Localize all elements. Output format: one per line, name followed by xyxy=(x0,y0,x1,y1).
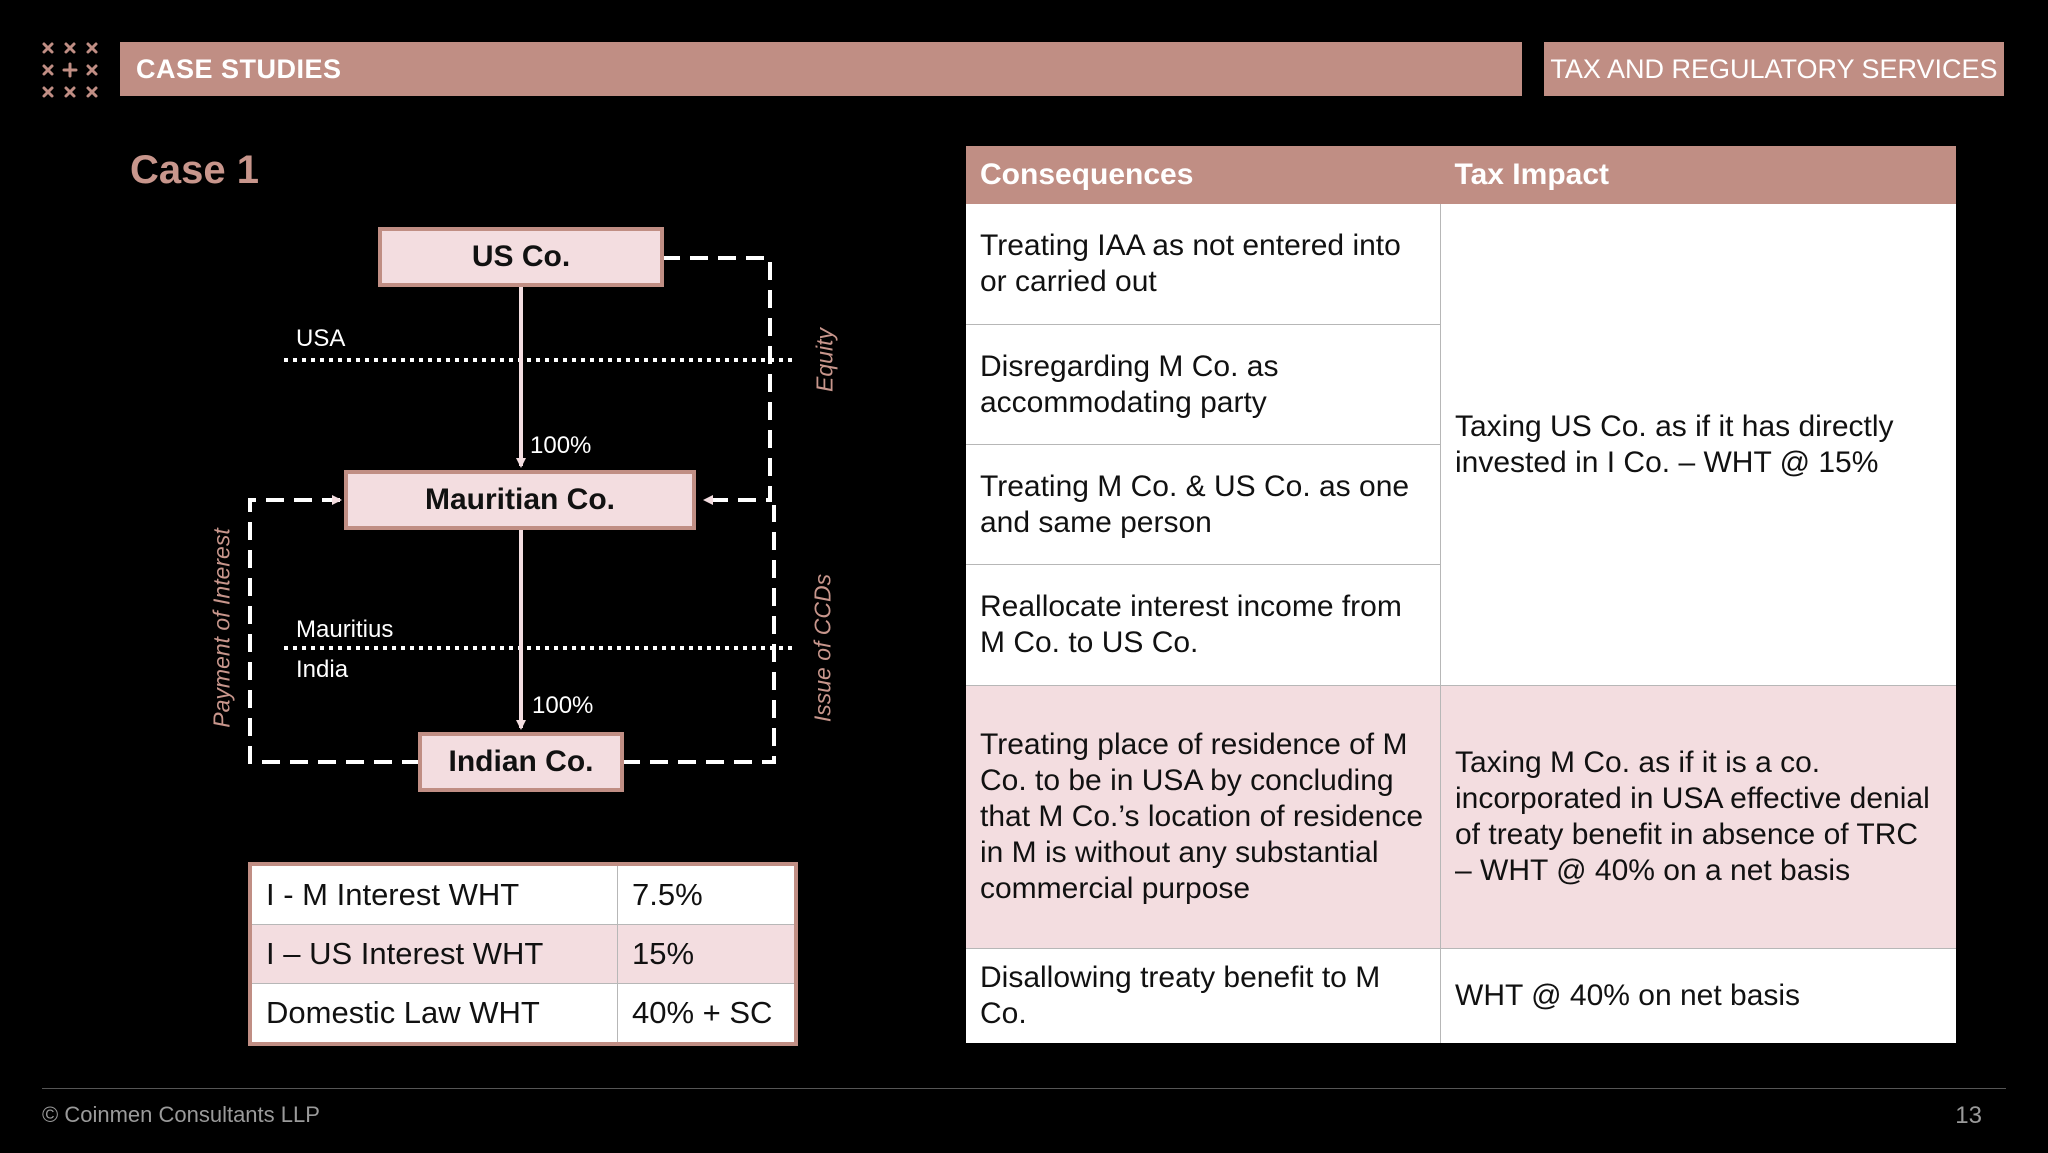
table-row xyxy=(966,949,1956,1044)
rate-label-cell: Domestic Law WHT xyxy=(266,995,540,1030)
entity-box-mauritian-co: Mauritian Co. xyxy=(344,470,696,530)
consequence-cell: Treating IAA as not entered into or carried out xyxy=(966,204,1441,325)
entity-box-us-co: US Co. xyxy=(378,227,664,287)
rate-label-cell: I - M Interest WHT xyxy=(250,864,618,925)
issue-ccds-label: Issue of CCDs xyxy=(809,573,836,723)
consequence-cell: Treating place of residence of M Co. to be in USA by concluding that M Co.’s location of residence in M is without any substantial commercial purpose xyxy=(966,686,1441,949)
usa-label: USA xyxy=(296,325,346,352)
equity-flow-line xyxy=(662,258,770,500)
section-title: CASE STUDIES xyxy=(136,53,342,84)
service-label-text: TAX AND REGULATORY SERVICES xyxy=(1550,53,1998,84)
wht-rates-table xyxy=(248,862,798,1046)
india-label: India xyxy=(296,656,349,683)
footer-copyright: © Coinmen Consultants LLP xyxy=(42,1102,320,1127)
consequence-cell: Disallowing treaty benefit to M Co. xyxy=(966,949,1441,1044)
rate-value-cell: 7.5% xyxy=(618,864,797,925)
entity-box-indian-co: Indian Co. xyxy=(418,732,624,792)
payment-interest-label: Payment of Interest xyxy=(208,528,235,728)
consequence-cell: Disregarding M Co. as accommodating party xyxy=(966,325,1441,445)
equity-label: Equity xyxy=(811,328,838,392)
consequences-table xyxy=(966,146,1956,1043)
column-header-tax-impact: Tax Impact xyxy=(1441,146,1957,204)
table-row xyxy=(966,204,1956,325)
column-header-consequences: Consequences xyxy=(966,146,1441,204)
consequence-cell: Reallocate interest income from M Co. to US Co. xyxy=(966,565,1441,686)
consequence-cell: Treating M Co. & US Co. as one and same person xyxy=(966,445,1441,565)
table-row xyxy=(250,925,796,984)
holding-pct-label: 100% xyxy=(532,692,594,719)
mauritius-label: Mauritius xyxy=(296,616,394,643)
table-row xyxy=(966,686,1956,949)
table-header-row xyxy=(966,146,1956,204)
ccd-flow-line xyxy=(622,505,774,762)
rate-value-cell: 15% xyxy=(618,925,797,984)
page-number: 13 xyxy=(1955,1102,1982,1129)
tax-impact-cell: Taxing M Co. as if it is a co. incorporated in USA effective denial of treaty benefit in absence of TRC – WHT @ 40% on a net basis xyxy=(1441,686,1957,949)
rate-label-cell: I – US Interest WHT xyxy=(250,925,618,984)
rate-value-cell: 40% + SC xyxy=(618,984,797,1045)
tax-impact-cell: WHT @ 40% on net basis xyxy=(1441,949,1957,1044)
table-row xyxy=(250,864,796,925)
holding-pct-label: 100% xyxy=(530,432,592,459)
table-row xyxy=(250,984,796,1045)
tax-impact-cell: Taxing US Co. as if it has directly invested in I Co. – WHT @ 15% xyxy=(1441,204,1957,686)
case-title: Case 1 xyxy=(130,148,259,192)
footer-divider xyxy=(42,1088,2006,1089)
